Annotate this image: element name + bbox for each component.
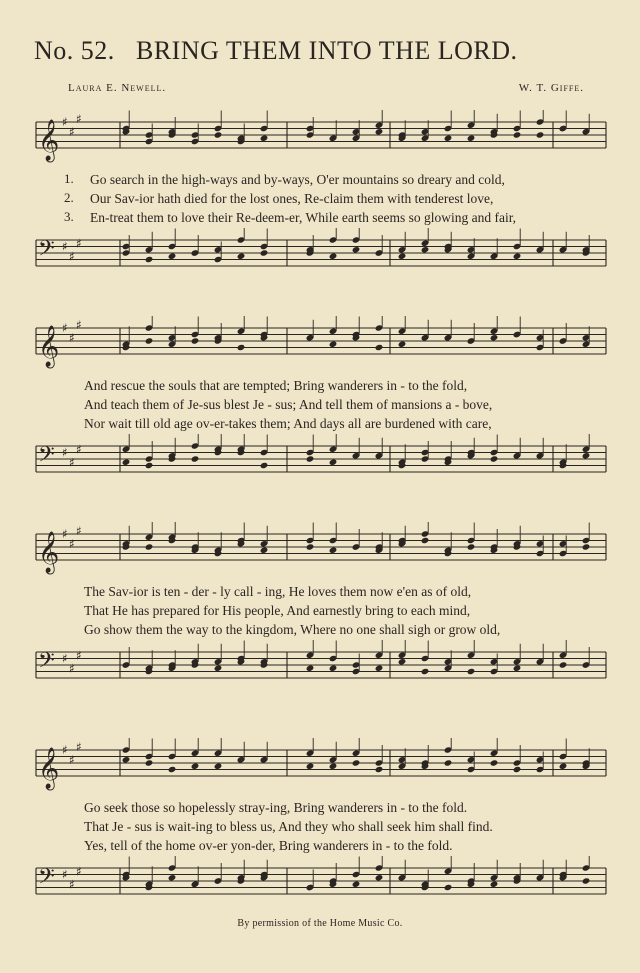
note-head — [375, 766, 384, 773]
note-head — [559, 661, 568, 668]
sharp-icon: ♯ — [69, 877, 75, 892]
note-head — [329, 253, 338, 260]
note-head — [329, 665, 338, 672]
note-head — [536, 131, 545, 138]
treble-clef-icon: 𝄞 — [38, 532, 60, 573]
note-head — [352, 246, 361, 253]
note-head — [306, 763, 315, 770]
hymn-title: BRING THEM INTO THE LORD. — [136, 36, 518, 65]
bass-clef-icon: 𝄢 — [38, 236, 55, 267]
note-head — [329, 547, 338, 554]
note-head — [467, 135, 476, 142]
sharp-icon: ♯ — [69, 124, 75, 139]
note-head — [582, 877, 591, 884]
verse-number-3: 3. — [64, 209, 74, 224]
note-head — [214, 665, 223, 672]
note-head — [421, 668, 430, 675]
verse-number-2: 2. — [64, 190, 74, 205]
lyric-line: Go search in the high-ways and by-ways, O'er mountains so dreary and cold, — [90, 172, 505, 187]
sharp-icon: ♯ — [62, 321, 68, 335]
note-head — [513, 253, 522, 260]
note-head — [306, 543, 315, 550]
hymn-number: No. 52. — [34, 36, 115, 65]
lyric-line: Go seek those so hopelessly stray-ing, Bring wanderers in - to the fold. — [84, 800, 468, 815]
note-head — [375, 665, 384, 672]
sharp-icon: ♯ — [76, 523, 82, 538]
note-head — [421, 246, 430, 253]
note-head — [168, 253, 177, 260]
bass-staff — [0, 228, 640, 294]
note-head — [490, 881, 499, 888]
note-head — [329, 763, 338, 770]
note-head — [237, 253, 246, 260]
sharp-icon: ♯ — [76, 236, 82, 251]
note-head — [467, 668, 476, 675]
bass-staff — [0, 640, 640, 706]
hymn-header — [0, 0, 640, 100]
note-head — [490, 334, 499, 341]
note-head — [513, 766, 522, 773]
sharp-icon: ♯ — [76, 739, 82, 754]
note-head — [145, 337, 154, 344]
bass-staff — [0, 856, 640, 922]
sharp-icon: ♯ — [62, 527, 68, 541]
sharp-icon: ♯ — [62, 239, 68, 254]
note-head — [191, 763, 200, 770]
note-head — [122, 459, 131, 466]
sharp-icon: ♯ — [62, 651, 68, 666]
note-head — [582, 543, 591, 550]
note-head — [582, 452, 591, 459]
note-head — [352, 881, 361, 888]
sharp-icon: ♯ — [76, 648, 82, 663]
sharp-icon: ♯ — [76, 317, 82, 332]
bass-clef-icon: 𝄢 — [38, 864, 55, 895]
sharp-icon: ♯ — [69, 661, 75, 676]
note-head — [421, 537, 430, 544]
lyric-line: Our Sav-ior hath died for the lost ones, Re-claim them with tenderest love, — [90, 191, 494, 206]
note-head — [306, 455, 315, 462]
note-head — [375, 128, 384, 135]
note-head — [513, 665, 522, 672]
note-head — [329, 459, 338, 466]
sharp-icon: ♯ — [76, 111, 82, 126]
note-head — [214, 763, 223, 770]
note-head — [513, 131, 522, 138]
note-head — [444, 135, 453, 142]
sharp-icon: ♯ — [69, 536, 75, 551]
note-head — [490, 759, 499, 766]
lyric-line: That He has prepared for His people, And earnestly bring to each mind, — [84, 603, 471, 618]
note-head — [191, 455, 200, 462]
sharp-icon: ♯ — [69, 752, 75, 767]
note-head — [375, 344, 384, 351]
note-head — [214, 131, 223, 138]
note-head — [375, 874, 384, 881]
note-head — [260, 249, 269, 256]
bass-staff — [0, 434, 640, 500]
note-head — [467, 543, 476, 550]
note-head — [168, 874, 177, 881]
note-head — [122, 756, 131, 763]
note-head — [352, 759, 361, 766]
verse-number-1: 1. — [64, 171, 74, 186]
music-system-4 — [0, 738, 640, 928]
note-head — [444, 884, 453, 891]
note-head — [398, 658, 407, 665]
sharp-icon: ♯ — [69, 330, 75, 345]
bass-clef-icon: 𝄢 — [38, 442, 55, 473]
treble-staff — [0, 738, 640, 804]
note-head — [237, 344, 246, 351]
note-head — [145, 759, 154, 766]
sharp-icon: ♯ — [76, 442, 82, 457]
note-head — [168, 766, 177, 773]
note-head — [398, 253, 407, 260]
sharp-icon: ♯ — [62, 867, 68, 882]
sharp-icon: ♯ — [62, 743, 68, 757]
note-head — [490, 455, 499, 462]
note-head — [145, 543, 154, 550]
sharp-icon: ♯ — [69, 249, 75, 264]
lyric-line: The Sav-ior is ten - der - ly call - ing, He loves them now e'en as of old, — [84, 584, 472, 599]
note-head — [398, 341, 407, 348]
note-head — [145, 462, 154, 469]
note-head — [260, 462, 269, 469]
note-head — [444, 759, 453, 766]
note-head — [260, 547, 269, 554]
lyric-line: Nor wait till old age ov-er-takes them; And days all are burdened with care, — [84, 416, 492, 431]
lyric-line: Go show them the way to the kingdom, Where no one shall sigh or grow old, — [84, 622, 501, 637]
sharp-icon: ♯ — [69, 455, 75, 470]
sharp-icon: ♯ — [76, 864, 82, 879]
sharp-icon: ♯ — [62, 445, 68, 460]
treble-clef-icon: 𝄞 — [38, 748, 60, 789]
permission-note: By permission of the Home Music Co. — [237, 918, 403, 929]
bass-clef-icon: 𝄢 — [38, 648, 55, 679]
treble-staff — [0, 522, 640, 588]
note-head — [559, 763, 568, 770]
music-system-1 — [0, 110, 640, 300]
lyric-line: And teach them of Je-sus blest Je - sus; And tell them of mansions a - bove, — [84, 397, 493, 412]
note-head — [329, 341, 338, 348]
note-head — [145, 256, 154, 263]
lyric-line: Yes, tell of the home ov-er yon-der, Bring wanderers in - to the fold. — [84, 838, 453, 853]
composer-credit: W. T. Giffe. — [518, 82, 584, 94]
treble-staff — [0, 316, 640, 382]
lyric-line: En-treat them to love their Re-deem-er, While earth seems so glowing and fair, — [90, 210, 517, 225]
note-head — [306, 665, 315, 672]
treble-staff — [0, 110, 640, 176]
note-head — [260, 135, 269, 142]
treble-clef-icon: 𝄞 — [38, 326, 60, 367]
music-system-3 — [0, 522, 640, 712]
lyric-line: And rescue the souls that are tempted; Bring wanderers in - to the fold, — [84, 378, 468, 393]
author-credit: Laura E. Newell. — [68, 82, 167, 94]
sharp-icon: ♯ — [62, 115, 68, 129]
treble-clef-icon: 𝄞 — [38, 120, 60, 161]
music-system-2 — [0, 316, 640, 506]
lyric-line: That Je - sus is wait-ing to bless us, And they who shall seek him shall find. — [84, 819, 493, 834]
note-head — [191, 337, 200, 344]
